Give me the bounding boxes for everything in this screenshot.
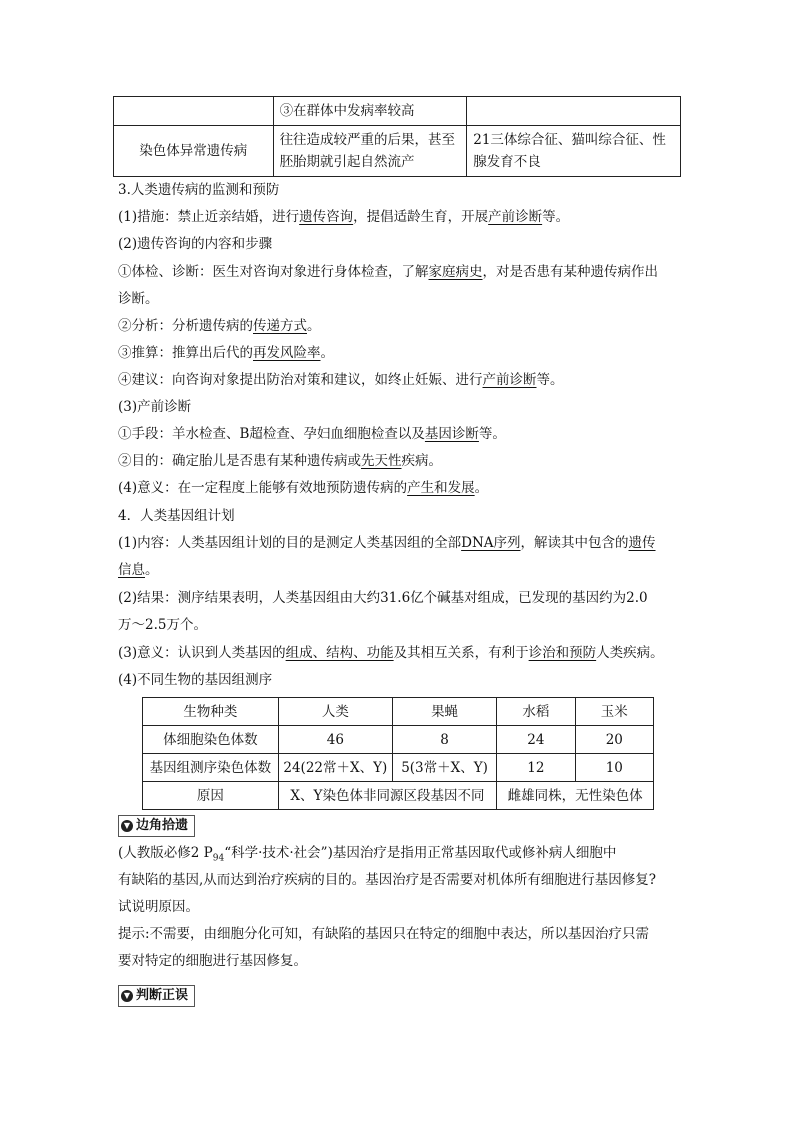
paragraph: 要对特定的细胞进行基因修复。 <box>118 953 307 969</box>
table-row <box>143 782 654 810</box>
table-cell: ③在群体中发病率较高 <box>273 97 467 126</box>
paragraph: 万～2.5万个。 <box>118 617 207 633</box>
paragraph: 信息。 <box>118 562 159 578</box>
section-badge: ▼ 边角拾遗 <box>118 815 195 837</box>
paragraph: (4)不同生物的基因组测序 <box>118 672 273 688</box>
disease-table <box>113 96 681 177</box>
chevron-down-icon: ▼ <box>121 820 133 832</box>
table-header-cell: 水稻 <box>497 698 575 726</box>
paragraph: 试说明原因。 <box>118 899 199 915</box>
table-header-cell: 生物种类 <box>143 698 279 726</box>
table-cell: 20 <box>575 726 653 754</box>
paragraph: (2)结果：测序结果表明，人类基因组由大约31.6亿个碱基对组成，已发现的基因约为2.0 <box>118 590 648 606</box>
table-row <box>143 754 654 782</box>
table-header-cell: 果蝇 <box>392 698 496 726</box>
paragraph: (3)产前诊断 <box>118 399 192 415</box>
table-cell: 8 <box>392 726 496 754</box>
paragraph: 诊断。 <box>118 291 159 307</box>
table-cell <box>467 97 681 126</box>
table-cell: 原因 <box>143 782 279 810</box>
paragraph: (2)遗传咨询的内容和步骤 <box>118 236 273 252</box>
table-cell: 雌雄同株，无性染色体 <box>497 782 654 810</box>
table-cell: 基因组测序染色体数 <box>143 754 279 782</box>
paragraph: (1)措施：禁止近亲结婚，进行遗传咨询，提倡适龄生育，开展产前诊断等。 <box>118 209 570 225</box>
paragraph: (1)内容：人类基因组计划的目的是测定人类基因组的全部DNA序列，解读其中包含的遗传 <box>118 535 656 551</box>
paragraph: ②目的：确定胎儿是否患有某种遗传病或先天性疾病。 <box>118 453 442 469</box>
table-cell: 10 <box>575 754 653 782</box>
table-row <box>114 126 681 177</box>
section-title: 4．人类基因组计划 <box>118 508 235 524</box>
genome-table <box>142 697 654 810</box>
paragraph: ②分析：分析遗传病的传递方式。 <box>118 318 321 334</box>
chevron-down-icon: ▼ <box>121 990 133 1002</box>
paragraph: (4)意义：在一定程度上能够有效地预防遗传病的产生和发展。 <box>118 480 489 496</box>
table-cell: 体细胞染色体数 <box>143 726 279 754</box>
section-title: 3.人类遗传病的监测和预防 <box>118 182 280 198</box>
table-cell: 46 <box>278 726 392 754</box>
table-row <box>114 97 681 126</box>
table-row <box>143 726 654 754</box>
paragraph: (3)意义：认识到人类基因的组成、结构、功能及其相互关系，有利于诊治和预防人类疾病。 <box>118 645 664 661</box>
table-cell: 染色体异常遗传病 <box>114 126 274 177</box>
table-cell: 往往造成较严重的后果，甚至胚胎期就引起自然流产 <box>273 126 467 177</box>
paragraph: ③推算：推算出后代的再发风险率。 <box>118 345 334 361</box>
table-cell: 21三体综合征、猫叫综合征、性腺发育不良 <box>467 126 681 177</box>
table-cell: X、Y染色体非同源区段基因不同 <box>278 782 496 810</box>
table-header-cell: 人类 <box>278 698 392 726</box>
table-header-cell: 玉米 <box>575 698 653 726</box>
table-cell: 24 <box>497 726 575 754</box>
paragraph: ④建议：向咨询对象提出防治对策和建议，如终止妊娠、进行产前诊断等。 <box>118 372 564 388</box>
table-cell: 12 <box>497 754 575 782</box>
table-cell: 5(3常＋X、Y) <box>392 754 496 782</box>
paragraph: ①手段：羊水检查、B超检查、孕妇血细胞检查以及基因诊断等。 <box>118 426 506 442</box>
paragraph: 提示:不需要，由细胞分化可知，有缺陷的基因只在特定的细胞中表达，所以基因治疗只需 <box>118 926 650 942</box>
table-cell: 24(22常＋X、Y) <box>278 754 392 782</box>
section-badge: ▼ 判断正误 <box>118 985 195 1007</box>
table-row <box>143 698 654 726</box>
table-cell <box>114 97 274 126</box>
paragraph: 有缺陷的基因,从而达到治疗疾病的目的。基因治疗是否需要对机体所有细胞进行基因修复? <box>118 872 657 888</box>
paragraph: (人教版必修2 $P_{94}“$科学·技术·社会”)基因治疗是指用正常基因取代或修补病人细胞中 <box>118 845 617 864</box>
paragraph: ①体检、诊断：医生对咨询对象进行身体检查，了解家庭病史，对是否患有某种遗传病作出 <box>118 264 658 280</box>
